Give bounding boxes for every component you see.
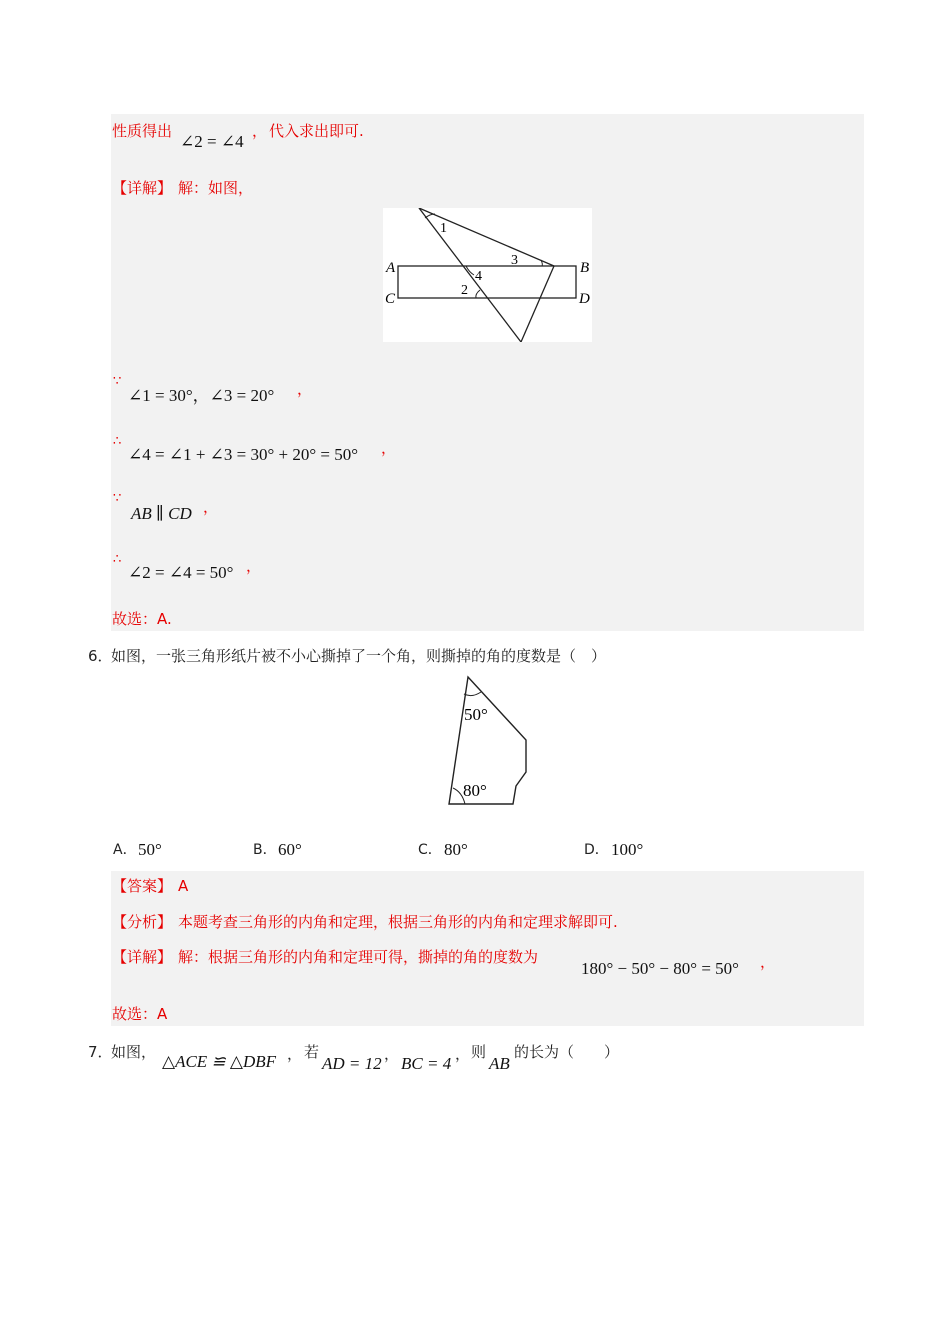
angle-arc-2: [476, 290, 480, 298]
label-angle-3: 3: [511, 253, 518, 268]
option-b-letter: B．: [253, 842, 277, 858]
option-d-value[interactable]: 100°: [611, 840, 644, 859]
bc-equation: BC = 4: [401, 1054, 452, 1073]
choice-text: 故选：A.: [112, 610, 172, 628]
label-b: B: [580, 260, 590, 276]
detail-comma: ，: [760, 953, 776, 971]
ruo-text: 若: [304, 1043, 320, 1061]
step1-equation: ∠1 = 30°，∠3 = 20°: [128, 386, 275, 405]
step3-parallel: AB ∥ CD: [131, 504, 192, 523]
torn-triangle-diagram: [440, 672, 540, 812]
angle-equation: ∠2 = ∠4: [180, 132, 244, 151]
option-a-value[interactable]: 50°: [138, 840, 162, 859]
parallel-lines-diagram: [383, 208, 592, 342]
step2-comma: ，: [381, 439, 397, 457]
ab-segment: AB: [489, 1054, 510, 1073]
question-number: 6．: [88, 647, 113, 665]
question-text-end: 的长为（ ）: [514, 1043, 620, 1061]
substitute-text: 代入求出即可.: [269, 122, 364, 140]
step1-comma: ，: [297, 380, 313, 398]
question-text-start: 如图，: [111, 1043, 157, 1061]
triangle-side-left: [419, 208, 521, 342]
therefore-icon: ∴: [113, 552, 121, 567]
comma: ，: [384, 1045, 400, 1063]
step4-equation: ∠2 = ∠4 = 50°: [128, 563, 234, 582]
detail-text: 解：如图，: [178, 179, 254, 197]
option-c-value[interactable]: 80°: [444, 840, 468, 859]
label-d: D: [579, 291, 590, 307]
figure-torn-triangle: [440, 672, 540, 812]
angle-label-bottom: 80°: [463, 781, 487, 800]
answer-label: 【答案】: [112, 877, 173, 895]
angle-arc-top: [464, 692, 481, 696]
comma: ，: [287, 1045, 303, 1063]
because-icon: ∵: [113, 491, 121, 506]
because-icon: ∵: [113, 374, 121, 389]
question-number: 7．: [88, 1043, 113, 1061]
analysis-label: 【分析】: [112, 913, 173, 931]
detail-label: 【详解】: [112, 948, 173, 966]
ad-equation: AD = 12: [322, 1054, 382, 1073]
comma: ，: [455, 1045, 471, 1063]
triangle-side-right: [521, 266, 554, 342]
torn-triangle-outline: [449, 677, 526, 804]
step4-comma: ，: [246, 557, 262, 575]
answer-value: A: [178, 877, 189, 895]
figure-parallel-lines: [383, 208, 592, 342]
congruence-statement: △ACE ≌ △DBF: [162, 1052, 277, 1071]
option-d-letter: D．: [584, 842, 609, 858]
ze-text: 则: [471, 1043, 487, 1061]
rectangle-strip: [398, 266, 576, 298]
property-text: 性质得出: [112, 122, 173, 140]
label-c: C: [385, 291, 396, 307]
option-b-value[interactable]: 60°: [278, 840, 302, 859]
label-angle-1: 1: [440, 221, 447, 236]
step3-comma: ，: [203, 498, 219, 516]
angle-label-top: 50°: [464, 705, 488, 724]
label-a: A: [386, 260, 396, 276]
step2-equation: ∠4 = ∠1 + ∠3 = 30° + 20° = 50°: [128, 445, 359, 464]
option-c-letter: C．: [418, 842, 442, 858]
analysis-text: 本题考查三角形的内角和定理，根据三角形的内角和定理求解即可.: [178, 913, 618, 931]
triangle-side-top: [419, 208, 554, 266]
detail-equation: 180° − 50° − 80° = 50°: [581, 959, 739, 978]
label-angle-4: 4: [475, 269, 482, 284]
choice-text: 故选：A: [112, 1005, 168, 1023]
option-a-letter: A．: [113, 842, 137, 858]
label-angle-2: 2: [461, 283, 468, 298]
detail-label: 【详解】: [112, 179, 173, 197]
question-text: 如图，一张三角形纸片被不小心撕掉了一个角，则撕掉的角的度数是（ ）: [111, 647, 607, 665]
therefore-icon: ∴: [113, 434, 121, 449]
comma: ，: [252, 122, 268, 140]
detail-text: 解：根据三角形的内角和定理可得，撕掉的角的度数为: [178, 948, 539, 966]
